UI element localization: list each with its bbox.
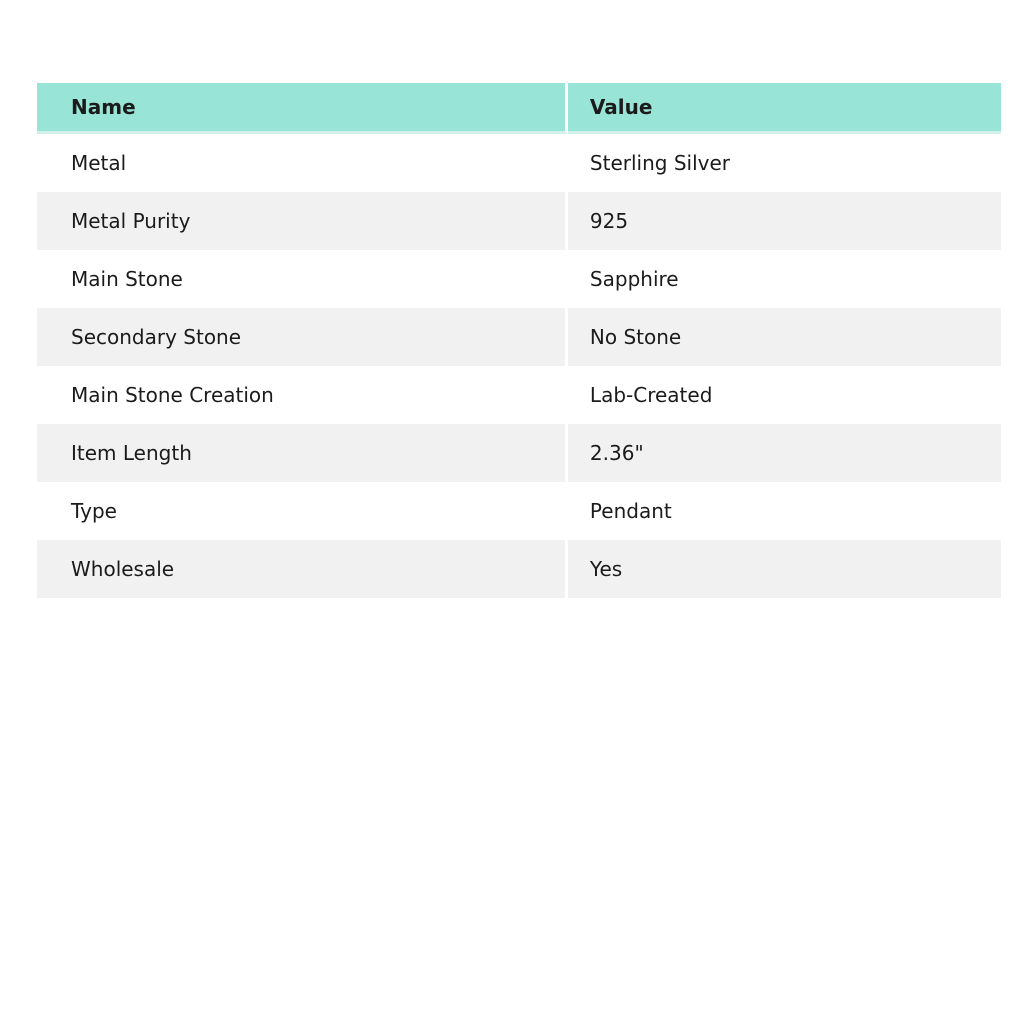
spec-value: 925 xyxy=(568,192,1001,250)
table-row xyxy=(37,482,1001,540)
spec-name: Type xyxy=(37,482,568,540)
spec-value: Lab-Created xyxy=(568,366,1001,424)
spec-name: Metal xyxy=(37,134,568,192)
spec-value: No Stone xyxy=(568,308,1001,366)
spec-name: Metal Purity xyxy=(37,192,568,250)
spec-name: Main Stone Creation xyxy=(37,366,568,424)
spec-name: Item Length xyxy=(37,424,568,482)
spec-name: Main Stone xyxy=(37,250,568,308)
table-row xyxy=(37,308,1001,366)
spec-name: Wholesale xyxy=(37,540,568,598)
table-row xyxy=(37,366,1001,424)
spec-value: Sterling Silver xyxy=(568,134,1001,192)
spec-value: Yes xyxy=(568,540,1001,598)
column-header-name: Name xyxy=(37,83,568,134)
table-row xyxy=(37,540,1001,598)
table-row xyxy=(37,250,1001,308)
table-header-row xyxy=(37,83,1001,134)
table-row xyxy=(37,192,1001,250)
spec-value: 2.36" xyxy=(568,424,1001,482)
product-specs-table xyxy=(37,83,1001,598)
column-header-value: Value xyxy=(568,83,1001,134)
table-row xyxy=(37,134,1001,192)
spec-value: Sapphire xyxy=(568,250,1001,308)
spec-value: Pendant xyxy=(568,482,1001,540)
spec-name: Secondary Stone xyxy=(37,308,568,366)
table-row xyxy=(37,424,1001,482)
